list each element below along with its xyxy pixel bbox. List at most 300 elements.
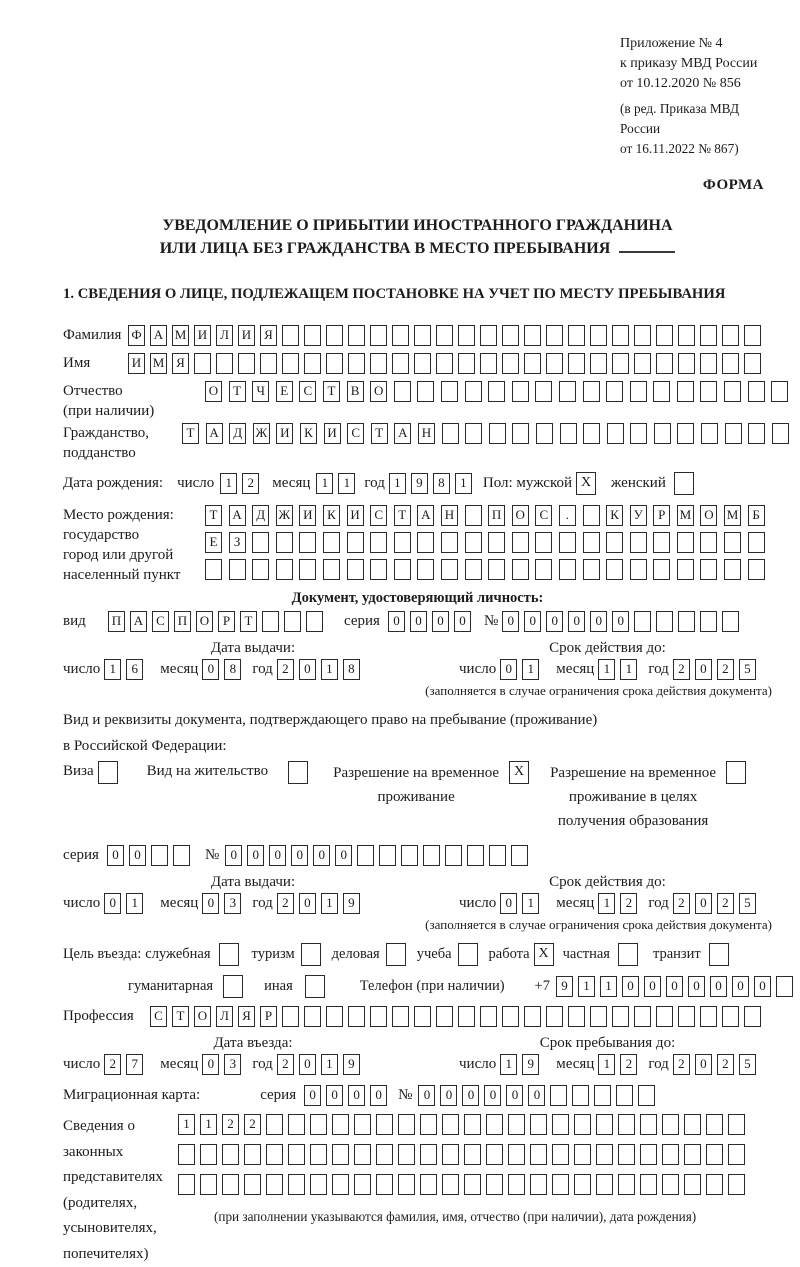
char-cell[interactable]: 0 — [202, 893, 219, 914]
char-cell[interactable]: 0 — [695, 1054, 712, 1075]
char-cell[interactable]: С — [535, 505, 552, 526]
char-cell[interactable] — [508, 1144, 525, 1165]
char-cell[interactable]: У — [630, 505, 647, 526]
char-cell[interactable] — [684, 1114, 701, 1135]
char-cell[interactable] — [656, 325, 673, 346]
char-cell[interactable] — [678, 325, 695, 346]
char-cell[interactable] — [332, 1144, 349, 1165]
char-cell[interactable] — [414, 1006, 431, 1027]
char-cell[interactable]: 9 — [343, 893, 360, 914]
char-cell[interactable] — [560, 423, 577, 444]
char-cell[interactable]: 1 — [104, 659, 121, 680]
char-cell[interactable]: 9 — [522, 1054, 539, 1075]
char-cell[interactable] — [724, 559, 741, 580]
char-cell[interactable] — [436, 1006, 453, 1027]
char-cell[interactable]: О — [205, 381, 222, 402]
char-cell[interactable] — [305, 975, 325, 998]
char-cell[interactable]: 1 — [522, 893, 539, 914]
char-cell[interactable] — [216, 353, 233, 374]
char-cell[interactable]: Т — [229, 381, 246, 402]
char-cell[interactable]: Н — [441, 505, 458, 526]
char-cell[interactable]: Б — [748, 505, 765, 526]
char-cell[interactable]: 8 — [433, 473, 450, 494]
char-cell[interactable] — [178, 1144, 195, 1165]
char-cell[interactable] — [464, 1114, 481, 1135]
char-cell[interactable] — [442, 423, 459, 444]
char-cell[interactable] — [442, 1114, 459, 1135]
char-cell[interactable] — [299, 559, 316, 580]
char-cell[interactable]: 0 — [225, 845, 242, 866]
char-cell[interactable] — [512, 423, 529, 444]
char-cell[interactable]: Л — [216, 325, 233, 346]
char-cell[interactable]: Я — [238, 1006, 255, 1027]
char-cell[interactable]: 0 — [304, 1085, 321, 1106]
char-cell[interactable] — [634, 1006, 651, 1027]
char-cell[interactable] — [535, 381, 552, 402]
char-cell[interactable] — [618, 1114, 635, 1135]
char-cell[interactable] — [594, 1085, 611, 1106]
char-cell[interactable] — [568, 325, 585, 346]
char-cell[interactable] — [638, 1085, 655, 1106]
char-cell[interactable]: Ф — [128, 325, 145, 346]
char-cell[interactable] — [417, 381, 434, 402]
char-cell[interactable] — [640, 1174, 657, 1195]
char-cell[interactable] — [420, 1174, 437, 1195]
char-cell[interactable]: А — [150, 325, 167, 346]
char-cell[interactable] — [354, 1174, 371, 1195]
char-cell[interactable]: С — [150, 1006, 167, 1027]
char-cell[interactable] — [596, 1144, 613, 1165]
char-cell[interactable] — [677, 532, 694, 553]
char-cell[interactable] — [508, 1114, 525, 1135]
char-cell[interactable]: Т — [182, 423, 199, 444]
char-cell[interactable] — [288, 761, 308, 784]
char-cell[interactable]: 1 — [598, 659, 615, 680]
char-cell[interactable]: 1 — [389, 473, 406, 494]
char-cell[interactable] — [398, 1144, 415, 1165]
char-cell[interactable]: Я — [172, 353, 189, 374]
char-cell[interactable] — [618, 1144, 635, 1165]
char-cell[interactable]: Е — [276, 381, 293, 402]
char-cell[interactable]: Р — [653, 505, 670, 526]
char-cell[interactable] — [414, 325, 431, 346]
char-cell[interactable] — [238, 353, 255, 374]
char-cell[interactable] — [458, 353, 475, 374]
char-cell[interactable] — [654, 423, 671, 444]
char-cell[interactable]: 0 — [500, 893, 517, 914]
char-cell[interactable]: И — [324, 423, 341, 444]
char-cell[interactable]: 8 — [343, 659, 360, 680]
char-cell[interactable]: 0 — [107, 845, 124, 866]
char-cell[interactable] — [726, 761, 746, 784]
char-cell[interactable] — [502, 1006, 519, 1027]
char-cell[interactable] — [502, 325, 519, 346]
char-cell[interactable] — [559, 559, 576, 580]
char-cell[interactable] — [684, 1144, 701, 1165]
char-cell[interactable] — [607, 423, 624, 444]
char-cell[interactable] — [700, 1006, 717, 1027]
char-cell[interactable] — [414, 353, 431, 374]
char-cell[interactable] — [630, 381, 647, 402]
char-cell[interactable]: 1 — [620, 659, 637, 680]
char-cell[interactable] — [728, 1174, 745, 1195]
char-cell[interactable]: И — [128, 353, 145, 374]
char-cell[interactable] — [301, 943, 321, 966]
char-cell[interactable] — [282, 353, 299, 374]
char-cell[interactable]: С — [299, 381, 316, 402]
char-cell[interactable] — [552, 1174, 569, 1195]
char-cell[interactable] — [725, 423, 742, 444]
char-cell[interactable] — [596, 1174, 613, 1195]
char-cell[interactable] — [442, 1144, 459, 1165]
char-cell[interactable]: С — [347, 423, 364, 444]
char-cell[interactable] — [323, 559, 340, 580]
char-cell[interactable] — [546, 353, 563, 374]
char-cell[interactable] — [700, 532, 717, 553]
char-cell[interactable] — [583, 423, 600, 444]
char-cell[interactable] — [524, 325, 541, 346]
char-cell[interactable]: А — [206, 423, 223, 444]
char-cell[interactable] — [464, 1174, 481, 1195]
char-cell[interactable]: 2 — [620, 1054, 637, 1075]
char-cell[interactable]: В — [347, 381, 364, 402]
char-cell[interactable] — [458, 943, 478, 966]
char-cell[interactable] — [596, 1114, 613, 1135]
char-cell[interactable]: 0 — [732, 976, 749, 997]
char-cell[interactable]: 8 — [224, 659, 241, 680]
char-cell[interactable] — [630, 559, 647, 580]
char-cell[interactable] — [630, 532, 647, 553]
char-cell[interactable] — [480, 1006, 497, 1027]
char-cell[interactable]: З — [229, 532, 246, 553]
char-cell[interactable] — [512, 532, 529, 553]
char-cell[interactable]: 0 — [524, 611, 541, 632]
char-cell[interactable] — [552, 1144, 569, 1165]
char-cell[interactable] — [310, 1114, 327, 1135]
char-cell[interactable]: 1 — [321, 659, 338, 680]
char-cell[interactable] — [200, 1174, 217, 1195]
char-cell[interactable]: Я — [260, 325, 277, 346]
char-cell[interactable] — [748, 423, 765, 444]
char-cell[interactable]: И — [276, 423, 293, 444]
char-cell[interactable] — [488, 559, 505, 580]
char-cell[interactable] — [441, 559, 458, 580]
char-cell[interactable]: Т — [205, 505, 222, 526]
char-cell[interactable] — [700, 559, 717, 580]
char-cell[interactable] — [288, 1114, 305, 1135]
char-cell[interactable]: 3 — [224, 893, 241, 914]
char-cell[interactable]: О — [194, 1006, 211, 1027]
char-cell[interactable] — [574, 1144, 591, 1165]
char-cell[interactable] — [700, 381, 717, 402]
char-cell[interactable] — [590, 1006, 607, 1027]
char-cell[interactable] — [488, 381, 505, 402]
char-cell[interactable] — [728, 1144, 745, 1165]
char-cell[interactable]: А — [130, 611, 147, 632]
char-cell[interactable] — [260, 353, 277, 374]
char-cell[interactable]: 1 — [338, 473, 355, 494]
char-cell[interactable] — [441, 532, 458, 553]
char-cell[interactable]: Р — [260, 1006, 277, 1027]
char-cell[interactable] — [282, 1006, 299, 1027]
char-cell[interactable] — [590, 325, 607, 346]
char-cell[interactable] — [678, 353, 695, 374]
char-cell[interactable] — [310, 1174, 327, 1195]
char-cell[interactable] — [583, 559, 600, 580]
char-cell[interactable] — [465, 381, 482, 402]
char-cell[interactable] — [244, 1174, 261, 1195]
char-cell[interactable] — [376, 1114, 393, 1135]
char-cell[interactable]: 5 — [739, 1054, 756, 1075]
char-cell[interactable] — [398, 1114, 415, 1135]
char-cell[interactable]: 0 — [688, 976, 705, 997]
char-cell[interactable] — [634, 611, 651, 632]
char-cell[interactable] — [376, 1174, 393, 1195]
char-cell[interactable]: 1 — [316, 473, 333, 494]
char-cell[interactable] — [441, 381, 458, 402]
char-cell[interactable] — [634, 325, 651, 346]
char-cell[interactable] — [262, 611, 279, 632]
char-cell[interactable] — [276, 532, 293, 553]
char-cell[interactable] — [304, 1006, 321, 1027]
char-cell[interactable]: 1 — [220, 473, 237, 494]
char-cell[interactable] — [379, 845, 396, 866]
char-cell[interactable]: К — [300, 423, 317, 444]
char-cell[interactable] — [574, 1174, 591, 1195]
char-cell[interactable] — [536, 423, 553, 444]
char-cell[interactable] — [304, 353, 321, 374]
char-cell[interactable] — [370, 532, 387, 553]
char-cell[interactable] — [502, 353, 519, 374]
char-cell[interactable]: Н — [418, 423, 435, 444]
char-cell[interactable]: 0 — [410, 611, 427, 632]
char-cell[interactable] — [445, 845, 462, 866]
char-cell[interactable] — [486, 1144, 503, 1165]
char-cell[interactable] — [354, 1114, 371, 1135]
char-cell[interactable]: 0 — [500, 659, 517, 680]
char-cell[interactable] — [266, 1144, 283, 1165]
char-cell[interactable] — [458, 325, 475, 346]
char-cell[interactable] — [436, 353, 453, 374]
char-cell[interactable]: X — [576, 472, 596, 495]
char-cell[interactable]: М — [677, 505, 694, 526]
char-cell[interactable]: 0 — [666, 976, 683, 997]
char-cell[interactable]: Т — [323, 381, 340, 402]
char-cell[interactable]: О — [512, 505, 529, 526]
char-cell[interactable]: 0 — [754, 976, 771, 997]
char-cell[interactable]: 1 — [600, 976, 617, 997]
char-cell[interactable] — [618, 943, 638, 966]
char-cell[interactable] — [219, 943, 239, 966]
char-cell[interactable] — [464, 1144, 481, 1165]
char-cell[interactable]: 3 — [224, 1054, 241, 1075]
char-cell[interactable] — [535, 559, 552, 580]
char-cell[interactable]: 2 — [717, 893, 734, 914]
char-cell[interactable] — [229, 559, 246, 580]
char-cell[interactable] — [512, 559, 529, 580]
char-cell[interactable] — [677, 559, 694, 580]
char-cell[interactable] — [458, 1006, 475, 1027]
char-cell[interactable]: 0 — [462, 1085, 479, 1106]
char-cell[interactable] — [417, 559, 434, 580]
char-cell[interactable] — [370, 325, 387, 346]
char-cell[interactable]: 0 — [299, 893, 316, 914]
char-cell[interactable] — [370, 559, 387, 580]
char-cell[interactable] — [552, 1114, 569, 1135]
char-cell[interactable] — [700, 325, 717, 346]
char-cell[interactable]: 2 — [277, 893, 294, 914]
char-cell[interactable] — [677, 423, 694, 444]
char-cell[interactable] — [205, 559, 222, 580]
char-cell[interactable]: 1 — [321, 1054, 338, 1075]
char-cell[interactable] — [662, 1174, 679, 1195]
char-cell[interactable]: Ч — [252, 381, 269, 402]
char-cell[interactable] — [634, 353, 651, 374]
char-cell[interactable] — [606, 559, 623, 580]
char-cell[interactable] — [583, 381, 600, 402]
char-cell[interactable] — [398, 1174, 415, 1195]
char-cell[interactable] — [200, 1144, 217, 1165]
char-cell[interactable] — [347, 532, 364, 553]
char-cell[interactable]: А — [394, 423, 411, 444]
char-cell[interactable]: 5 — [739, 659, 756, 680]
char-cell[interactable] — [709, 943, 729, 966]
char-cell[interactable] — [748, 532, 765, 553]
char-cell[interactable]: 0 — [440, 1085, 457, 1106]
char-cell[interactable] — [772, 423, 789, 444]
char-cell[interactable] — [606, 381, 623, 402]
char-cell[interactable] — [223, 975, 243, 998]
char-cell[interactable]: О — [196, 611, 213, 632]
char-cell[interactable]: 0 — [247, 845, 264, 866]
char-cell[interactable] — [606, 532, 623, 553]
char-cell[interactable]: С — [152, 611, 169, 632]
char-cell[interactable] — [640, 1114, 657, 1135]
char-cell[interactable] — [612, 1006, 629, 1027]
char-cell[interactable]: 0 — [622, 976, 639, 997]
char-cell[interactable]: 0 — [129, 845, 146, 866]
char-cell[interactable]: 0 — [590, 611, 607, 632]
char-cell[interactable] — [559, 532, 576, 553]
char-cell[interactable] — [467, 845, 484, 866]
char-cell[interactable] — [332, 1174, 349, 1195]
char-cell[interactable] — [465, 423, 482, 444]
char-cell[interactable] — [512, 381, 529, 402]
char-cell[interactable] — [748, 381, 765, 402]
char-cell[interactable]: 0 — [202, 1054, 219, 1075]
char-cell[interactable] — [706, 1144, 723, 1165]
char-cell[interactable] — [386, 943, 406, 966]
char-cell[interactable] — [282, 325, 299, 346]
char-cell[interactable]: О — [700, 505, 717, 526]
char-cell[interactable] — [392, 325, 409, 346]
char-cell[interactable] — [677, 381, 694, 402]
char-cell[interactable] — [394, 559, 411, 580]
char-cell[interactable]: 2 — [242, 473, 259, 494]
char-cell[interactable] — [299, 532, 316, 553]
char-cell[interactable] — [744, 1006, 761, 1027]
char-cell[interactable] — [744, 325, 761, 346]
char-cell[interactable] — [326, 325, 343, 346]
char-cell[interactable]: 0 — [528, 1085, 545, 1106]
char-cell[interactable] — [151, 845, 168, 866]
char-cell[interactable] — [700, 611, 717, 632]
char-cell[interactable]: 0 — [695, 893, 712, 914]
char-cell[interactable]: И — [347, 505, 364, 526]
char-cell[interactable] — [568, 353, 585, 374]
char-cell[interactable] — [370, 353, 387, 374]
char-cell[interactable] — [776, 976, 793, 997]
char-cell[interactable] — [568, 1006, 585, 1027]
char-cell[interactable] — [706, 1174, 723, 1195]
char-cell[interactable] — [684, 1174, 701, 1195]
char-cell[interactable]: И — [299, 505, 316, 526]
char-cell[interactable]: 2 — [104, 1054, 121, 1075]
char-cell[interactable] — [394, 381, 411, 402]
char-cell[interactable] — [701, 423, 718, 444]
char-cell[interactable] — [724, 532, 741, 553]
char-cell[interactable] — [535, 532, 552, 553]
char-cell[interactable] — [304, 325, 321, 346]
char-cell[interactable]: 0 — [568, 611, 585, 632]
char-cell[interactable] — [326, 1006, 343, 1027]
char-cell[interactable] — [574, 1114, 591, 1135]
char-cell[interactable] — [674, 472, 694, 495]
char-cell[interactable] — [653, 381, 670, 402]
char-cell[interactable]: 0 — [299, 659, 316, 680]
char-cell[interactable]: . — [559, 505, 576, 526]
char-cell[interactable] — [222, 1144, 239, 1165]
char-cell[interactable]: 6 — [126, 659, 143, 680]
char-cell[interactable] — [748, 559, 765, 580]
char-cell[interactable] — [616, 1085, 633, 1106]
char-cell[interactable]: 0 — [695, 659, 712, 680]
char-cell[interactable] — [392, 1006, 409, 1027]
char-cell[interactable] — [612, 325, 629, 346]
char-cell[interactable] — [306, 611, 323, 632]
char-cell[interactable]: 0 — [502, 611, 519, 632]
char-cell[interactable] — [465, 532, 482, 553]
char-cell[interactable] — [656, 1006, 673, 1027]
char-cell[interactable]: 9 — [411, 473, 428, 494]
char-cell[interactable]: 2 — [620, 893, 637, 914]
char-cell[interactable] — [559, 381, 576, 402]
char-cell[interactable] — [488, 532, 505, 553]
char-cell[interactable] — [583, 532, 600, 553]
char-cell[interactable]: 0 — [418, 1085, 435, 1106]
char-cell[interactable] — [486, 1114, 503, 1135]
char-cell[interactable]: 2 — [277, 659, 294, 680]
char-cell[interactable] — [420, 1144, 437, 1165]
char-cell[interactable] — [590, 353, 607, 374]
char-cell[interactable]: О — [370, 381, 387, 402]
char-cell[interactable] — [354, 1144, 371, 1165]
char-cell[interactable] — [524, 1006, 541, 1027]
char-cell[interactable] — [662, 1144, 679, 1165]
char-cell[interactable] — [508, 1174, 525, 1195]
char-cell[interactable]: П — [488, 505, 505, 526]
char-cell[interactable]: 0 — [432, 611, 449, 632]
char-cell[interactable]: Л — [216, 1006, 233, 1027]
char-cell[interactable]: 1 — [598, 893, 615, 914]
char-cell[interactable] — [222, 1174, 239, 1195]
char-cell[interactable] — [722, 353, 739, 374]
char-cell[interactable]: 0 — [335, 845, 352, 866]
char-cell[interactable] — [722, 325, 739, 346]
char-cell[interactable] — [401, 845, 418, 866]
char-cell[interactable]: Т — [172, 1006, 189, 1027]
char-cell[interactable] — [348, 353, 365, 374]
